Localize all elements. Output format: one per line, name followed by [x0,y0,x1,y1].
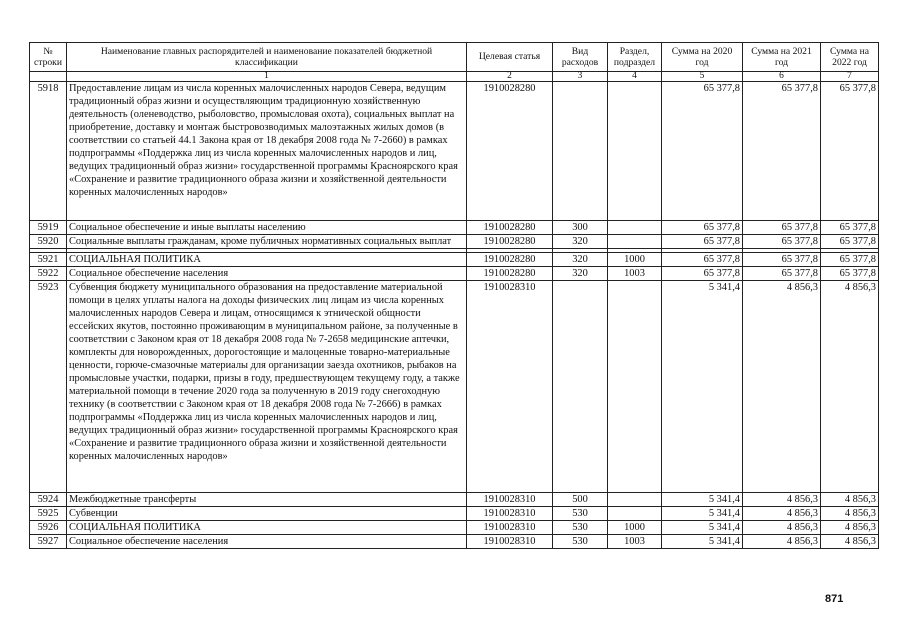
header-expense-type: Вид расходов [553,43,608,72]
row-number: 5927 [30,535,67,549]
row-section [608,507,662,521]
row-number: 5919 [30,221,67,235]
row-number: 5923 [30,281,67,493]
row-sum-2022: 4 856,3 [821,521,879,535]
row-sum-2021: 65 377,8 [743,267,821,281]
table-header-row [30,43,879,72]
table-row [30,235,879,249]
row-expense-type: 320 [553,235,608,249]
row-sum-2021: 4 856,3 [743,281,821,493]
budget-table [29,42,879,549]
row-sum-2021: 4 856,3 [743,535,821,549]
row-target-article: 1910028280 [467,221,553,235]
row-sum-2021: 65 377,8 [743,221,821,235]
row-expense-type: 530 [553,507,608,521]
row-sum-2020: 5 341,4 [662,535,743,549]
row-target-article: 1910028310 [467,281,553,493]
table-row [30,493,879,507]
row-sum-2020: 5 341,4 [662,507,743,521]
row-sum-2021: 65 377,8 [743,235,821,249]
row-expense-type: 530 [553,521,608,535]
row-expense-type [553,82,608,221]
row-sum-2022: 65 377,8 [821,253,879,267]
column-number-empty [30,72,67,82]
row-section: 1003 [608,267,662,281]
row-number: 5926 [30,521,67,535]
row-target-article: 1910028310 [467,521,553,535]
header-section: Раздел, подраздел [608,43,662,72]
row-name: Предоставление лицам из числа коренных малочисленных народов Севера, ведущим традиционный образ жизни и осуществляющим традиционную хозяйственную деятельность (оленеводство, рыболовство, промысловая охота), социальных выплат на приобретение, доставку и монтаж быстровозводимых малоэтажных жилых домов (в соответствии со статьей 44.1 Закона края от 18 декабря 2008 года № 7-2660) в рамках подпрограммы «Поддержка лиц из числа коренных малочисленных народов и лиц, ведущих традиционный образ жизни» государственной программы Красноярского края «Сохранение и развитие традиционного образа жизни и хозяйственной деятельности коренных малочисленных народов» [67,82,467,221]
header-sum-2022: Сумма на 2022 год [821,43,879,72]
row-sum-2022: 65 377,8 [821,235,879,249]
row-sum-2020: 5 341,4 [662,521,743,535]
header-name: Наименование главных распорядителей и наименование показателей бюджетной классификации [67,43,467,72]
row-sum-2020: 65 377,8 [662,235,743,249]
row-target-article: 1910028310 [467,535,553,549]
row-sum-2020: 65 377,8 [662,267,743,281]
row-number: 5921 [30,253,67,267]
row-name: СОЦИАЛЬНАЯ ПОЛИТИКА [67,253,467,267]
row-section [608,82,662,221]
row-target-article: 1910028310 [467,493,553,507]
header-sum-2021: Сумма на 2021 год [743,43,821,72]
row-section: 1000 [608,253,662,267]
table-row [30,253,879,267]
row-sum-2020: 5 341,4 [662,493,743,507]
column-number: 1 [67,72,467,82]
row-name: Социальные выплаты гражданам, кроме публичных нормативных социальных выплат [67,235,467,249]
row-sum-2022: 65 377,8 [821,267,879,281]
row-section: 1003 [608,535,662,549]
header-target-article: Целевая статья [467,43,553,72]
row-target-article: 1910028310 [467,507,553,521]
table-row [30,507,879,521]
table-row [30,281,879,493]
row-sum-2022: 4 856,3 [821,493,879,507]
row-number: 5918 [30,82,67,221]
row-name: СОЦИАЛЬНАЯ ПОЛИТИКА [67,521,467,535]
row-section [608,281,662,493]
row-name: Межбюджетные трансферты [67,493,467,507]
row-expense-type: 320 [553,253,608,267]
row-number: 5922 [30,267,67,281]
row-name: Социальное обеспечение и иные выплаты населению [67,221,467,235]
table-row [30,267,879,281]
row-sum-2022: 4 856,3 [821,535,879,549]
header-row-number: № строки [30,43,67,72]
row-sum-2020: 65 377,8 [662,253,743,267]
row-sum-2021: 4 856,3 [743,507,821,521]
row-number: 5924 [30,493,67,507]
row-section [608,493,662,507]
row-target-article: 1910028280 [467,267,553,281]
row-target-article: 1910028280 [467,82,553,221]
table-row [30,521,879,535]
table-row [30,535,879,549]
row-number: 5920 [30,235,67,249]
row-sum-2021: 65 377,8 [743,253,821,267]
row-name: Субвенция бюджету муниципального образования на предоставление материальной помощи в целях уплаты налога на доходы физических лиц лицам из числа коренных малочисленных народов Севера и лицам, относящимся к этнической общности ессейских якутов, постоянно проживающим в муниципальном районе, за полученные в соответствии с Законом края от 18 декабря 2008 года № 7-2658 медицинские аптечки, комплекты для новорожденных, дорогостоящие и малоценные товарно-материальные ценности, горюче-смазочные материалы для организации заезда охотников, рыбаков на промысловые участки, подарки, призы в году, предшествующем текущему году, а также материальной помощи в течение 2020 года за полученную в 2019 году снегоходную технику (в соответствии с Законом края от 18 декабря 2008 года № 7-2666) в рамках подпрограммы «Поддержка лиц из числа коренных малочисленных народов и лиц, ведущих традиционный образ жизни» государственной программы Красноярского края «Сохранение и развитие традиционного образа жизни и хозяйственной деятельности коренных малочисленных народов» [67,281,467,493]
row-name: Социальное обеспечение населения [67,267,467,281]
header-sum-2020: Сумма на 2020 год [662,43,743,72]
page-number: 871 [825,593,844,605]
row-target-article: 1910028280 [467,253,553,267]
row-sum-2021: 65 377,8 [743,82,821,221]
row-sum-2022: 4 856,3 [821,507,879,521]
column-number: 7 [821,72,879,82]
row-expense-type [553,281,608,493]
row-expense-type: 320 [553,267,608,281]
column-number: 3 [553,72,608,82]
row-sum-2021: 4 856,3 [743,521,821,535]
table-row [30,82,879,221]
column-number: 4 [608,72,662,82]
row-sum-2022: 4 856,3 [821,281,879,493]
row-section [608,221,662,235]
row-name: Субвенции [67,507,467,521]
row-expense-type: 500 [553,493,608,507]
row-section: 1000 [608,521,662,535]
row-expense-type: 530 [553,535,608,549]
row-name: Социальное обеспечение населения [67,535,467,549]
column-number: 5 [662,72,743,82]
column-number: 6 [743,72,821,82]
row-expense-type: 300 [553,221,608,235]
row-section [608,235,662,249]
row-sum-2020: 65 377,8 [662,221,743,235]
table-row [30,221,879,235]
column-number-row [30,72,879,82]
column-number: 2 [467,72,553,82]
row-sum-2022: 65 377,8 [821,82,879,221]
row-sum-2022: 65 377,8 [821,221,879,235]
row-sum-2020: 5 341,4 [662,281,743,493]
row-target-article: 1910028280 [467,235,553,249]
row-sum-2020: 65 377,8 [662,82,743,221]
row-sum-2021: 4 856,3 [743,493,821,507]
row-number: 5925 [30,507,67,521]
